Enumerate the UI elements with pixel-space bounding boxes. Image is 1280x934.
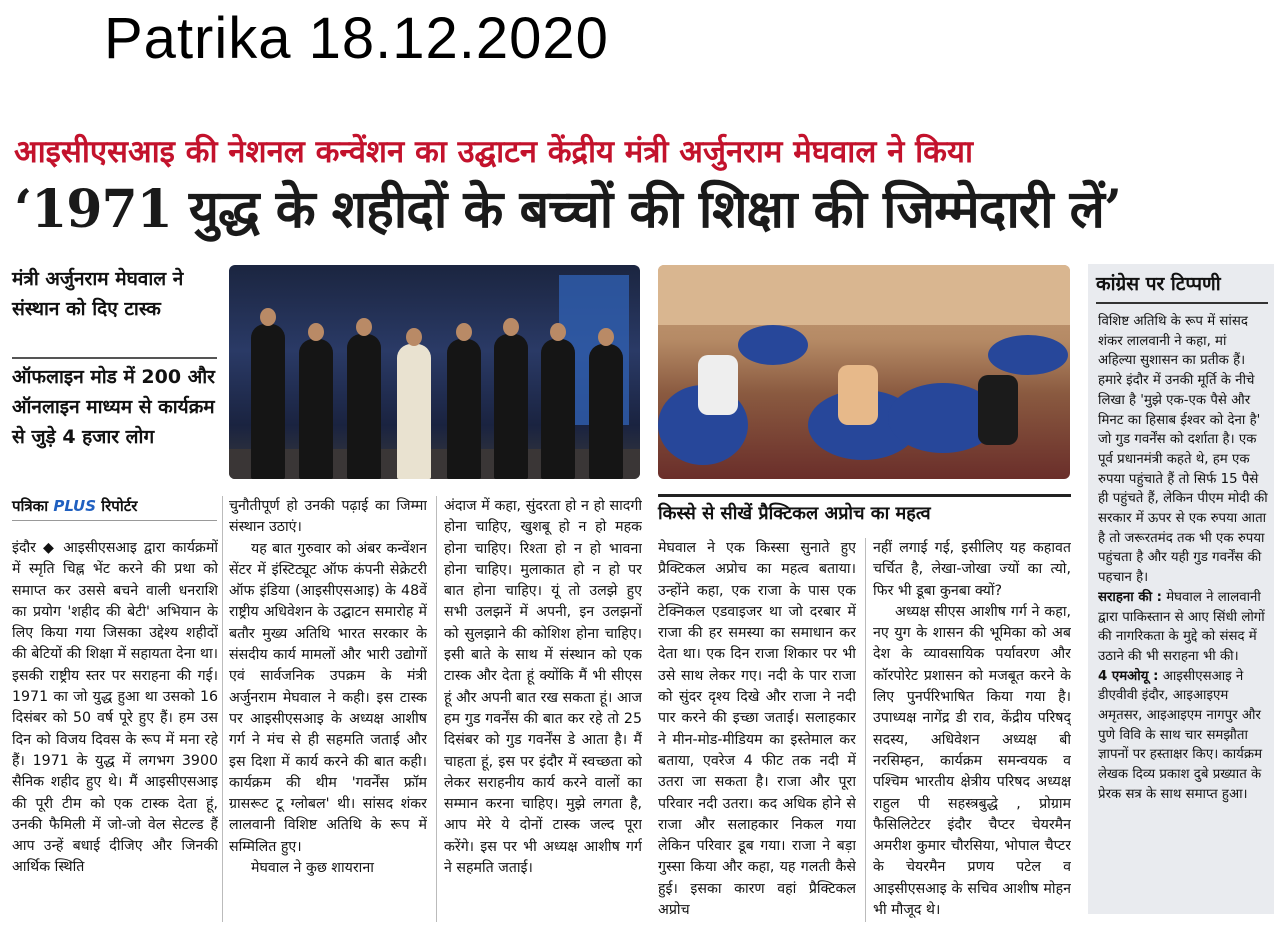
- column-divider: [436, 496, 437, 922]
- hall-wall: [658, 265, 1070, 325]
- deck-first: मंत्री अर्जुनराम मेघवाल ने संस्थान को दिए टास्क: [12, 268, 184, 320]
- paragraph: यह बात गुरुवार को अंबर कन्वेंशन सेंटर में इंस्टिट्यूट ऑफ कंपनी सेक्रेटरी ऑफ इंडिया (आइसीएसआइ) के 48वें राष्ट्रीय अधिवेशन के उद्घाटन समारोह में बतौर मुख्य अतिथि भारत सरकार के संसदीय कार्य मामलों और भारी उद्योगों एवं सार्वजनिक उपक्रम के मंत्री अर्जुनराम मेघवाल ने कही। इस टास्क पर आइसीएसआइ के अध्यक्ष आशीष गर्ग ने मंच से ही सहमति जताई और इस दिशा में कार्य करने की बात कही। कार्यक्रम की थीम 'गवर्नेंस फ्रॉम ग्रासरूट टू ग्लोबल' थी। सांसद शंकर लालवानी विशिष्ट अतिथि के रूप में सम्मिलित हुए।: [229, 540, 427, 855]
- round-table: [988, 335, 1068, 375]
- sidebar-title: कांग्रेस पर टिप्पणी: [1096, 270, 1268, 304]
- photo-book-launch: [229, 265, 640, 479]
- byline-prefix: पत्रिका: [12, 497, 49, 515]
- stage-floor: [229, 449, 640, 479]
- deck-second: ऑफलाइन मोड में 200 और ऑनलाइन माध्यम से कार्यक्रम से जुड़े 4 हजार लोग: [12, 366, 215, 448]
- person-figure: [541, 339, 575, 479]
- paragraph: मेघवाल ने कुछ शायराना: [251, 860, 374, 877]
- seated-person: [838, 365, 878, 425]
- paragraph: चुनौतीपूर्ण हो उनकी पढ़ाई का जिम्मा संस्थान उठाएं।: [229, 498, 427, 536]
- sidebar-paragraph: विशिष्ट अतिथि के रूप में सांसद शंकर लालवानी ने कहा, मां अहिल्या सुशासन का प्रतीक हैं। हमारे इंदौर में उनकी मूर्ति के नीचे लिखा है 'मुझे एक-एक पैसे और मिनट का हिसाब ईश्वर को देना है' जो गुड गवर्नेंस को दर्शाता है। एक पूर्व प्रधानमंत्री कहते थे, हम एक रुपया पहुंचाते हैं तो सिर्फ 15 पैसे ही पहुंचते हैं, लेकिन पीएम मोदी की सरकार में ऊपर से एक रुपया आता है तो जरूरतमंद तक भी एक रुपया पहुंचता है और यही गुड गवर्नेंस की पहचान है।: [1098, 314, 1268, 586]
- seated-person: [978, 375, 1018, 445]
- paragraph: अंदाज में कहा, सुंदरता हो न हो सादगी होना चाहिए, खुशबू हो न हो महक होना चाहिए। रिश्ता हो न हो भावना होना चाहिए। मुलाकात हो न हो पर बात होना चाहिए। यूं तो उलझे हुए सभी उलझनें में अपनी, इन उलझनों को सुलझाने की कोशिश होना चाहिए। इसी बाते के साथ में संस्थान को एक टास्क और देता हूं क्योंकि मैं भी सीएस हूं और अपनी बात रख सकता हूं। आज हम गुड गवर्नेंस की बात कर रहे तो 25 दिसंबर को गुड गवर्नेंस डे आता है। मैं चाहता हूं, इस पर इंदौर में स्वच्छता को लेकर सराहनीय कार्य करने वालों का सम्मान करना चाहिए। मुझे लगता है, आप मेरे ये दोनों टास्क जल्द पूरा करेंगे। इस पर भी अध्यक्ष आशीष गर्ग ने सहमति जताई।: [444, 498, 642, 877]
- paragraph: इंदौर ◆ आइसीएसआइ द्वारा कार्यक्रमों में स्मृति चिह्न भेंट करने की प्रथा को समाप्त कर उससे बचने वाली धनराशि का प्रयोग 'शहीद की बेटी' अभियान के लिए किया गया जिसका उद्देश्य शहीदों की बेटियों की शिक्षा में सहायता देना था। इसकी राष्ट्रीय स्तर पर सराहना की गई। 1971 का जो युद्ध हुआ था उसको 16 दिसंबर को 50 वर्ष पूरे हुए हैं। हम उस दिन को विजय दिवस के रूप में मना रहे हैं। 1971 के युद्ध में लगभग 3900 सैनिक शहीद हुए थे। मैं आइसीएसआइ की पूरी टीम को एक टास्क देता हूं, उनकी फैमिली में जो-जो वेल सेटल्ड हैं आप उन्हें बधाई दीजिए और जिनकी आर्थिक स्थिति: [12, 540, 218, 876]
- paragraph: अध्यक्ष सीएस आशीष गर्ग ने कहा, नए युग के शासन की भूमिका को अब देश के व्यावसायिक पर्यावरण और कॉरपोरेट प्रशासन को मजबूत करने के लिए पुनर्परिभाषित किया गया है। उपाध्यक्ष नागेंद्र डी राव, केंद्रीय परिषद् सदस्य, अधिवेशन अध्यक्ष बी नरसिम्हन, कार्यक्रम समन्वयक व पश्चिम भारतीय क्षेत्रीय परिषद अध्यक्ष राहुल पी सहस्त्रबुद्धे , प्रोग्राम फैसिलिटेटर इंदौर चैप्टर चेयरमैन अमरीश कुमार चौरसिया, भोपाल चैप्टर के चेयरमैन प्रणय पटेल व आइसीएसआइ के सचिव आशीष मोहन भी मौजूद थे।: [873, 603, 1071, 919]
- paragraph: नहीं लगाई गई, इसीलिए यह कहावत चर्चित है, लेखा-जोखा ज्यों का त्यो, फिर भी डूबा कुनबा क्यों?: [873, 540, 1071, 599]
- round-table: [738, 325, 808, 365]
- main-headline: ‘1971 युद्ध के शहीदों के बच्चों की शिक्षा की जिम्मेदारी लें’: [14, 179, 1122, 240]
- sidebar-label: सराहना की :: [1098, 589, 1162, 605]
- article-column-2: [229, 496, 427, 922]
- article-column-4: [658, 538, 856, 922]
- sidebar-label: 4 एमओयू :: [1098, 668, 1159, 684]
- sidebar-paragraph: आइसीएसआइ ने डीएवीवी इंदौर, आइआइएम अमृतसर, आइआइएम नागपुर और पुणे विवि के साथ चार समझौता ज्ञापनों पर हस्ताक्षर किए। कार्यक्रम लेखक दिव्य प्रकाश दुबे प्रख्यात के प्रेरक सत्र के साथ समाप्त हुआ।: [1098, 668, 1263, 802]
- sidebar-body: [1098, 312, 1268, 912]
- person-figure: [299, 339, 333, 479]
- seated-person: [698, 355, 738, 415]
- photo-convention-hall: [658, 265, 1070, 479]
- person-figure: [347, 334, 381, 479]
- person-figure: [494, 334, 528, 479]
- article-column-5: [873, 538, 1071, 922]
- column-divider: [222, 496, 223, 922]
- person-figure: [447, 339, 481, 479]
- deck-divider: [12, 357, 217, 359]
- article-column-1: [12, 538, 218, 922]
- person-figure: [251, 324, 285, 479]
- masthead: Patrika 18.12.2020: [104, 6, 609, 71]
- article-column-3: [444, 496, 642, 922]
- kicker-headline: आइसीएसआइ की नेशनल कन्वेंशन का उद्घाटन केंद्रीय मंत्री अर्जुनराम मेघवाल ने किया: [14, 134, 973, 170]
- subheading: किस्से से सीखें प्रैक्टिकल अप्रोच का महत्व: [658, 494, 1071, 525]
- person-figure: [397, 344, 431, 479]
- paragraph: मेघवाल ने एक किस्सा सुनाते हुए प्रैक्टिकल अप्रोच का महत्व बताया। उन्होंने कहा, एक राजा के पास एक टेक्निकल एडवाइजर था जो दरबार में राजा की हर समस्या का समाधान कर देता था। एक दिन राजा शिकार पर भी उसे साथ लेकर गए। नदी के पार राजा को सुंदर दृश्य दिखे और राजा ने नदी पार करने की इच्छा जताई। सलाहकार ने मीन-मोड-मीडियम का इस्तेमाल कर बताया, एवरेज 4 फीट तक नदी में उतरा जा सकता है। राजा और पूरा परिवार नदी उतरा। कद अधिक होने से राजा और सलाहकार निकल गया लेकिन परिवार डूब गया। राजा ने बड़ा गुस्सा किया और कहा, यह गलती कैसे हुई। इसका कारण वहां प्रैक्टिकल अप्रोच: [658, 540, 856, 919]
- person-figure: [589, 344, 623, 479]
- byline-suffix: रिपोर्टर: [101, 497, 138, 515]
- byline-plus: PLUS: [53, 497, 97, 515]
- byline: [12, 496, 217, 521]
- sidebar-paragraph: मेघवाल ने लालवानी द्वारा पाकिस्तान से आए सिंधी लोगों की नागरिकता के मुद्दे को संसद में उठाने की भी सराहना भी की।: [1098, 589, 1265, 664]
- column-divider: [865, 538, 866, 922]
